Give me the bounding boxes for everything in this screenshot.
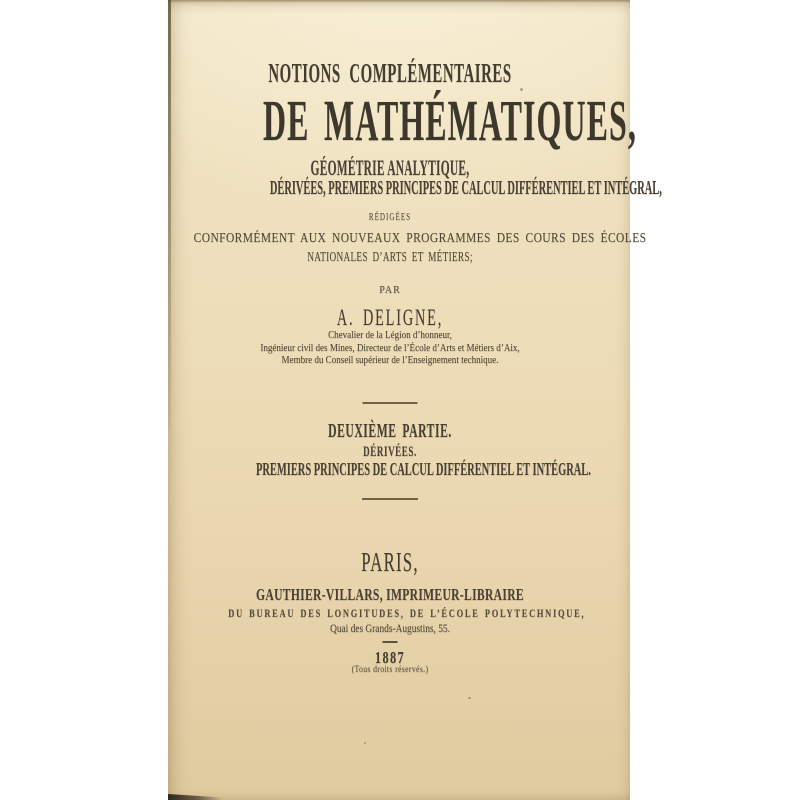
separator-dash xyxy=(383,641,398,643)
author-title-line: Ingénieur civil des Mines, Directeur de l’École d’Arts et Métiers d’Aix, xyxy=(260,342,520,354)
author-title-line: Chevalier de la Légion d’honneur, xyxy=(328,330,452,341)
rights-notice: (Tous droits réservés.) xyxy=(351,665,429,675)
conformity-line-1: CONFORMÉMENT AUX NOUVEAUX PROGRAMMES DES COURS DES ÉCOLES xyxy=(193,230,647,245)
main-title: DE MATHÉMATIQUES, xyxy=(262,88,637,153)
edited-label: RÉDIGÉES xyxy=(368,212,412,223)
conformity-line-2: NATIONALES D’ARTS ET MÉTIERS; xyxy=(307,249,473,264)
title-page-content xyxy=(159,0,662,800)
imprint-publisher-affiliation: DU BUREAU DES LONGITUDES, DE L’ÉCOLE POLYTECHNIQUE, xyxy=(228,606,586,620)
part-subtitle-1: DÉRIVÉES. xyxy=(363,444,417,460)
book-title-page xyxy=(168,0,662,800)
part-title: DEUXIÈME PARTIE. xyxy=(328,420,452,442)
author-title-line: Membre du Conseil supérieur de l’Enseignement technique. xyxy=(281,355,499,367)
part-subtitle-2: PREMIERS PRINCIPES DE CALCUL DIFFÉRENTIEL ET INTÉGRAL. xyxy=(256,459,591,479)
author-titles xyxy=(191,330,588,368)
separator-rule xyxy=(363,402,418,404)
by-label: PAR xyxy=(379,285,401,296)
imprint-publisher: GAUTHIER-VILLARS, IMPRIMEUR-LIBRAIRE xyxy=(256,585,524,604)
separator-rule xyxy=(362,498,418,500)
imprint-city: PARIS, xyxy=(361,547,419,577)
subjects-line-2: DÉRIVÉES, PREMIERS PRINCIPES DE CALCUL DIFFÉRENTIEL ET INTÉGRAL, xyxy=(269,177,662,199)
series-title: NOTIONS COMPLÉMENTAIRES xyxy=(268,58,512,88)
subjects-line-1: GÉOMÉTRIE ANALYTIQUE, xyxy=(310,155,470,180)
author-name: A. DELIGNE, xyxy=(336,305,444,330)
imprint-address: Quai des Grands-Augustins, 55. xyxy=(330,621,450,635)
imprint-year: 1887 xyxy=(374,648,406,667)
